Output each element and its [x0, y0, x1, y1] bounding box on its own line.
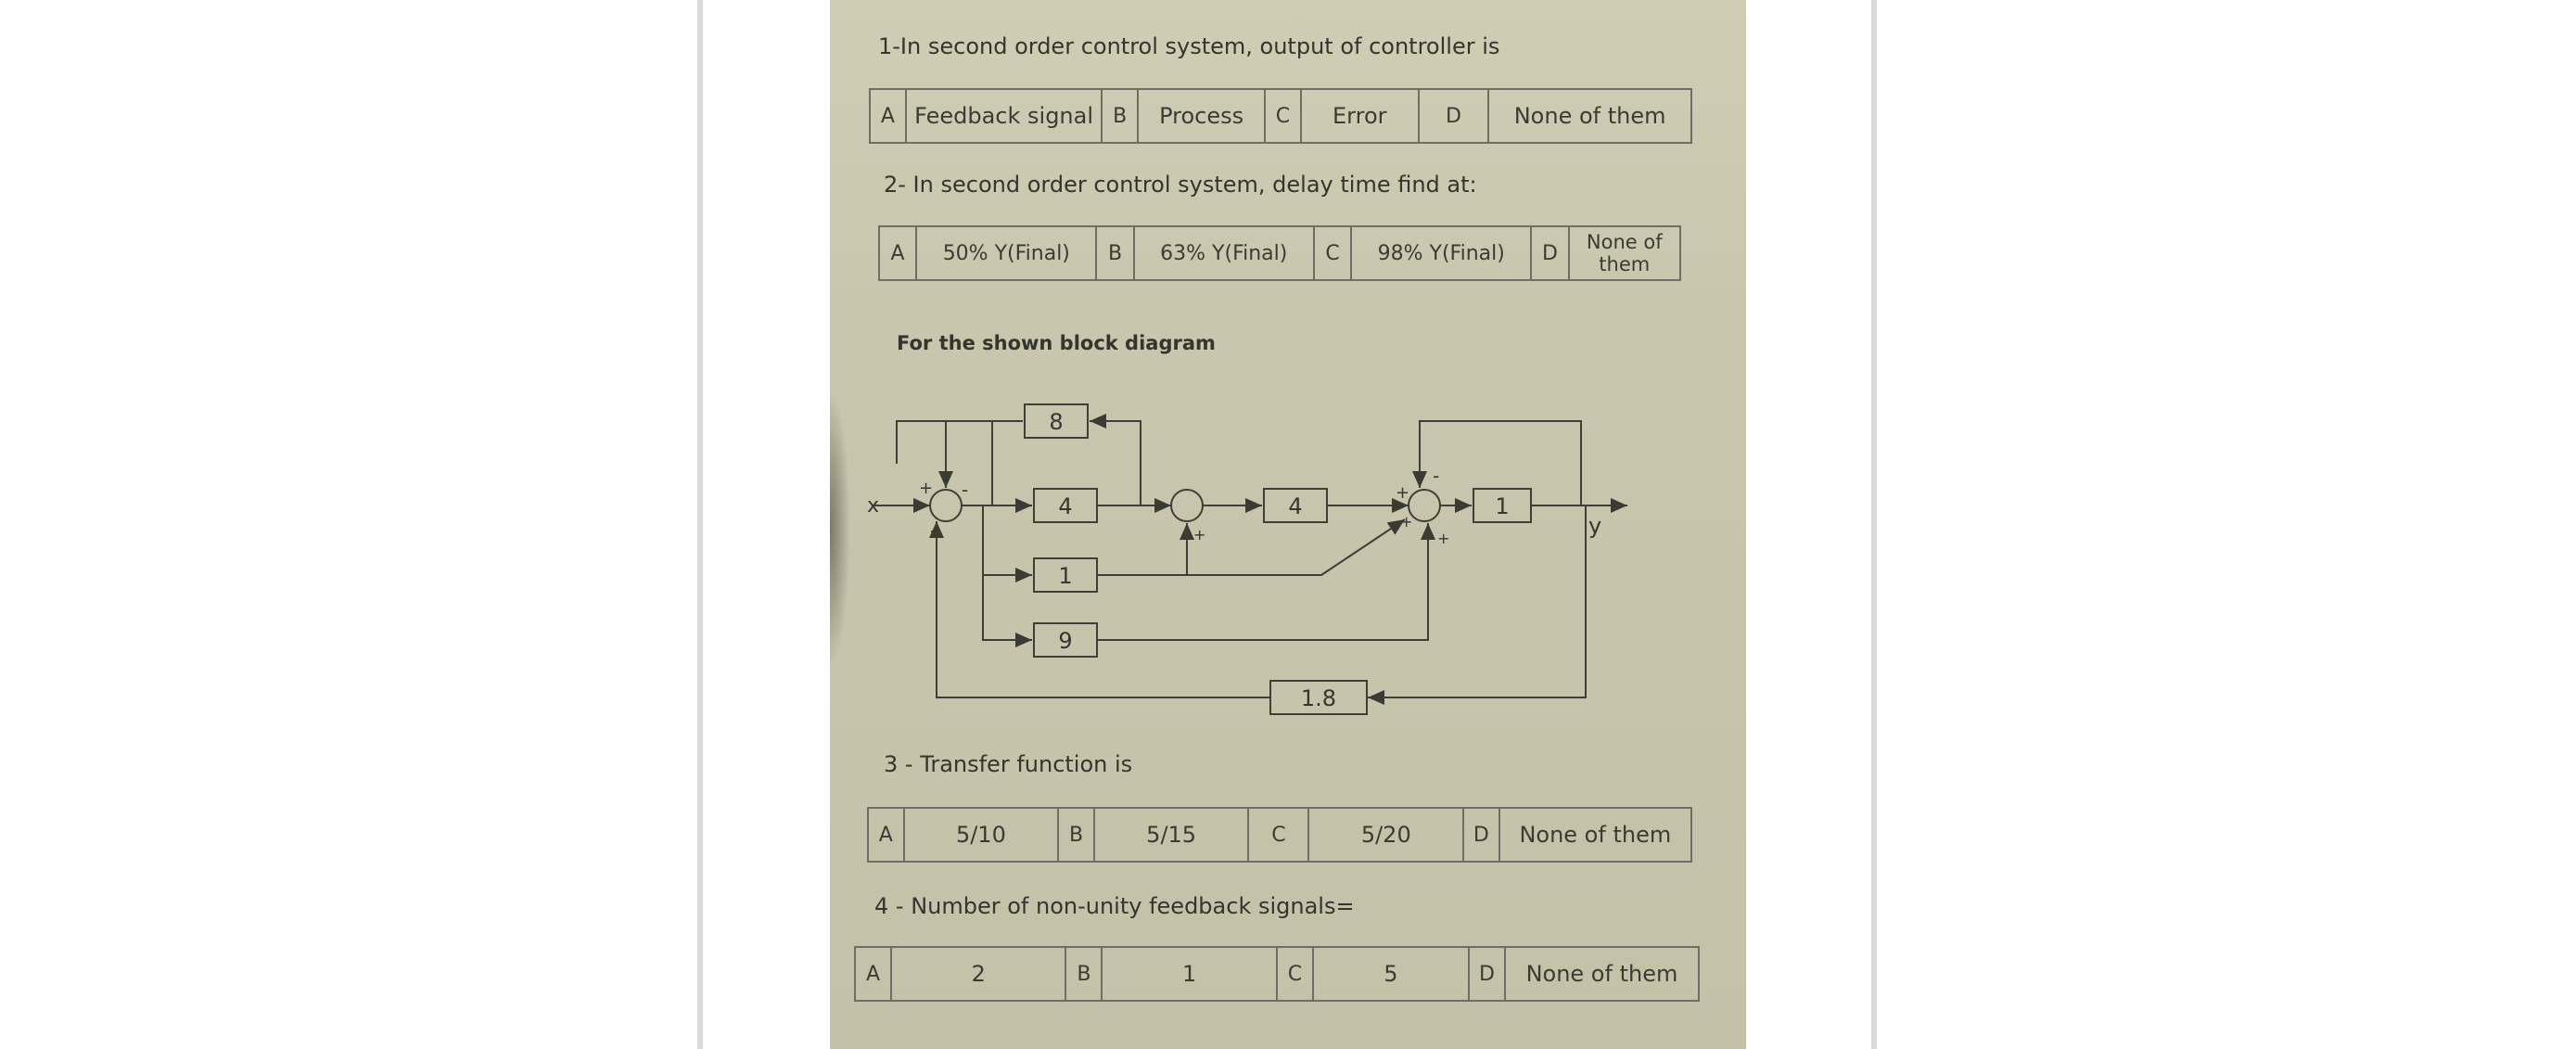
question-3-options — [867, 807, 1692, 863]
summer-1 — [930, 490, 962, 521]
option-text: 1 — [1102, 947, 1277, 1001]
option-letter: C — [1314, 226, 1351, 280]
block-top-label: 8 — [1049, 409, 1064, 435]
summer-3 — [1409, 490, 1440, 521]
question-4-text: 4 - Number of non-unity feedback signals= — [874, 893, 1355, 919]
question-4-options — [854, 946, 1700, 1002]
option-letter: B — [1096, 226, 1133, 280]
option-letter: D — [1469, 947, 1505, 1001]
option-letter: A — [879, 226, 916, 280]
option-letter: D — [1531, 226, 1568, 280]
input-label: x — [867, 494, 880, 518]
block-mid1-label: 1 — [1058, 563, 1073, 589]
sign-minus: - — [1433, 465, 1440, 487]
option-letter: D — [1419, 89, 1489, 143]
diagram-heading: For the shown block diagram — [897, 332, 1216, 354]
question-1-text: 1-In second order control system, output of controller is — [878, 33, 1500, 59]
summer-2 — [1171, 490, 1203, 521]
sign-plus: + — [919, 479, 934, 498]
output-label: y — [1588, 513, 1602, 539]
option-letter: C — [1248, 808, 1308, 862]
sign-minus: - — [930, 519, 937, 543]
sign-plus: + — [1400, 513, 1413, 531]
block-forward2-label: 4 — [1288, 493, 1303, 519]
option-text: Process — [1138, 89, 1265, 143]
option-text: 5/15 — [1094, 808, 1249, 862]
block-forward3-label: 1 — [1495, 493, 1510, 519]
option-text: 5/20 — [1308, 808, 1463, 862]
option-letter: A — [870, 89, 906, 143]
option-text: 50% Y(Final) — [916, 226, 1096, 280]
option-letter: D — [1463, 808, 1499, 862]
question-2-text: 2- In second order control system, delay time find at: — [884, 172, 1477, 198]
option-text: None of them — [1488, 89, 1691, 143]
block-forward1-label: 4 — [1058, 493, 1073, 519]
sign-plus: + — [1396, 483, 1410, 503]
option-text: None of them — [1505, 947, 1699, 1001]
option-letter: A — [855, 947, 891, 1001]
option-letter: B — [1065, 947, 1102, 1001]
exam-paper — [830, 0, 1746, 1049]
block-feedback-label: 1.8 — [1300, 685, 1337, 711]
block-mid2-label: 9 — [1058, 628, 1073, 654]
option-text: 5/10 — [904, 808, 1059, 862]
option-letter: B — [1058, 808, 1094, 862]
option-text: Feedback signal — [906, 89, 1102, 143]
option-letter: B — [1102, 89, 1138, 143]
option-letter: A — [868, 808, 904, 862]
option-text: Error — [1301, 89, 1419, 143]
option-letter: C — [1277, 947, 1313, 1001]
option-text: 63% Y(Final) — [1134, 226, 1314, 280]
option-text: None of them — [1499, 808, 1691, 862]
sign-plus: + — [1193, 526, 1206, 544]
option-text: None of them — [1569, 226, 1680, 280]
option-text: 98% Y(Final) — [1351, 226, 1531, 280]
sign-plus: + — [1437, 530, 1450, 547]
question-3-text: 3 - Transfer function is — [884, 751, 1133, 777]
option-text: 5 — [1313, 947, 1469, 1001]
option-letter: C — [1265, 89, 1301, 143]
option-text: 2 — [891, 947, 1066, 1001]
block-diagram — [830, 0, 1746, 742]
sign-minus: - — [962, 479, 969, 501]
